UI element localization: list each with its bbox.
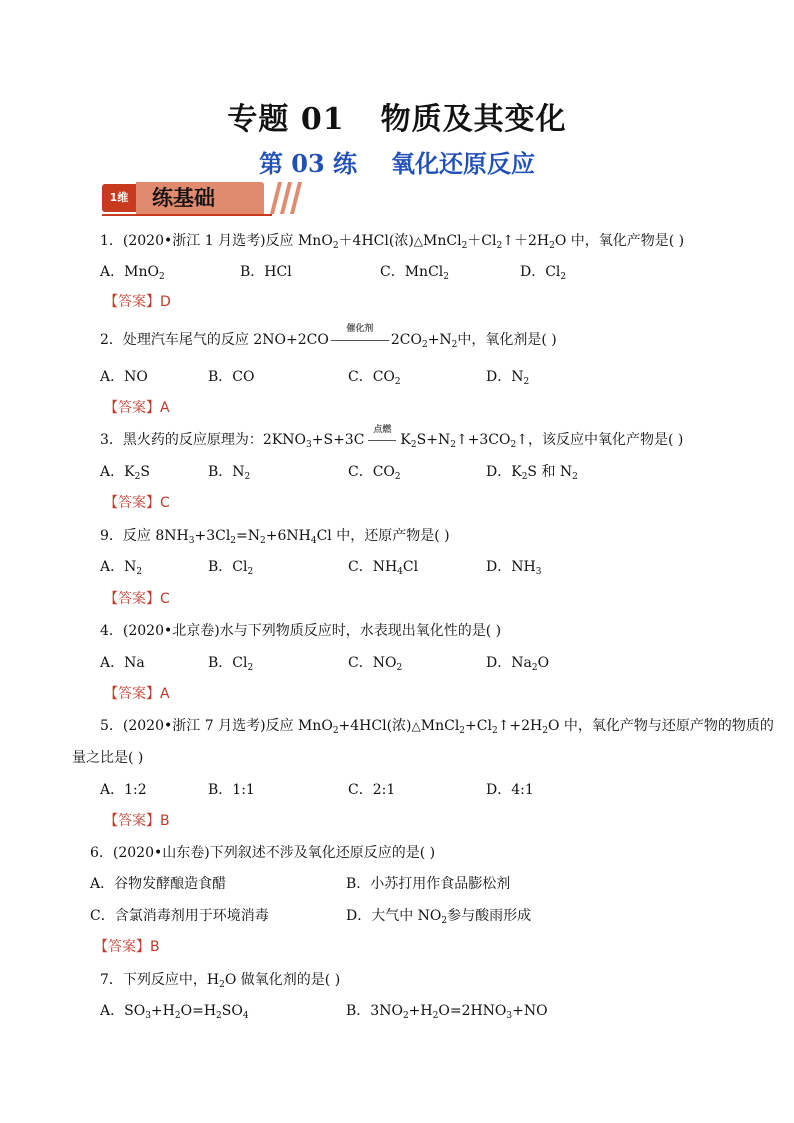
subscript: 2 <box>247 567 254 577</box>
subscript: 2 <box>247 663 254 673</box>
subscript: 4 <box>242 1011 249 1021</box>
text-fragment: 量之比是( ) <box>72 750 144 766</box>
text-fragment: D．N <box>486 369 524 385</box>
text-fragment: C．NH <box>348 559 398 575</box>
option-b <box>208 557 253 577</box>
banner-underline <box>102 214 272 216</box>
question-5 <box>100 716 774 736</box>
text-fragment: 1．(2020•浙江 1 月选考)反应 MnO <box>100 233 333 249</box>
text-fragment: 3．黑火药的反应原理为：2KNO <box>100 432 307 448</box>
option-b <box>240 262 292 282</box>
option-a <box>100 367 148 387</box>
text-fragment: ↑+3CO <box>455 432 511 448</box>
subscript: 2 <box>134 472 141 482</box>
text-fragment: Cl 中，还原产物是( ) <box>316 528 450 544</box>
page-subtitle <box>0 144 794 179</box>
text-fragment: D．K <box>486 464 522 480</box>
subscript: 2 <box>421 340 428 350</box>
subscript: 2 <box>450 440 456 450</box>
subscript: 2 <box>549 241 555 251</box>
option-d <box>486 780 534 800</box>
text-fragment: A．MnO <box>100 264 159 280</box>
subtitle-practice-name: 氧化还原反应 <box>391 149 536 178</box>
text-fragment: S+N <box>416 432 451 448</box>
option-a <box>100 780 147 800</box>
question-6 <box>90 843 435 863</box>
text-fragment: SO <box>221 1003 243 1019</box>
text-fragment: +NO <box>512 1003 548 1019</box>
text-fragment: B．小苏打用作食品膨松剂 <box>346 876 511 892</box>
option-d <box>486 653 549 673</box>
text-fragment: 6．(2020•山东卷)下列叙述不涉及氧化还原反应的是( ) <box>90 845 436 861</box>
question-3 <box>100 425 684 450</box>
subscript: 2 <box>394 377 401 387</box>
text-fragment: S 和 N <box>527 464 573 480</box>
subscript: 2 <box>443 272 449 282</box>
text-fragment: O 做氧化剂的是( ) <box>224 972 341 988</box>
text-fragment: A．Na <box>100 655 145 671</box>
text-fragment: 催化剂 <box>346 324 374 334</box>
text-fragment: 中，氧化剂是( ) <box>457 332 557 348</box>
text-fragment: 9．反应 8NH <box>100 528 189 544</box>
subscript: 2 <box>560 272 567 282</box>
text-fragment: ↑+2H <box>497 718 543 734</box>
subscript: 3 <box>306 440 312 450</box>
section-badge: 1维 <box>102 184 136 212</box>
option-a <box>100 557 142 577</box>
question-9 <box>100 526 450 546</box>
text-fragment: B．N <box>208 464 245 480</box>
option-d <box>486 367 529 387</box>
text-fragment: K <box>400 432 411 448</box>
option-c <box>348 557 418 577</box>
text-fragment: A．SO <box>100 1003 146 1019</box>
subscript: 2 <box>219 980 225 990</box>
title-topic-name: 物质及其变化 <box>380 102 567 137</box>
text-fragment: 参与酸雨形成 <box>447 908 532 924</box>
text-fragment: D．4:1 <box>486 782 534 798</box>
question-4 <box>100 621 501 641</box>
text-fragment: MnCl <box>423 233 462 249</box>
subscript: 4 <box>310 536 317 546</box>
text-fragment: O=H <box>180 1003 217 1019</box>
subscript: 2 <box>174 1011 181 1021</box>
subscript: 2 <box>510 440 517 450</box>
subscript: 2 <box>542 726 548 736</box>
text-fragment: 点燃 <box>373 425 392 435</box>
subscript: 2 <box>216 1011 222 1021</box>
subscript: 2 <box>531 663 538 673</box>
text-fragment: +S+3C <box>311 432 365 448</box>
text-fragment: +N <box>427 332 452 348</box>
subscript: 2 <box>432 1011 439 1021</box>
option-a <box>100 653 145 673</box>
question-7 <box>100 970 340 990</box>
subscript: 2 <box>523 377 530 387</box>
option-d <box>486 557 541 577</box>
text-fragment: ＋Cl <box>467 233 497 249</box>
subscript: 2 <box>496 241 503 251</box>
subscript: 2 <box>441 916 448 926</box>
text-fragment: MnCl <box>420 718 460 734</box>
text-fragment: B．HCl <box>240 264 292 280</box>
subscript: 2 <box>451 340 458 350</box>
option-b <box>208 462 250 482</box>
subscript: 2 <box>136 567 143 577</box>
option-b <box>346 1001 548 1021</box>
text-fragment: B．1:1 <box>208 782 255 798</box>
text-fragment: S <box>140 464 150 480</box>
subscript: 3 <box>188 536 195 546</box>
subscript: 2 <box>332 241 339 251</box>
text-fragment: C．NO <box>348 655 397 671</box>
text-fragment: D．Cl <box>520 264 561 280</box>
option-c <box>348 367 401 387</box>
option-a <box>90 874 226 894</box>
text-fragment: B．Cl <box>208 655 248 671</box>
subscript: 2 <box>572 472 578 482</box>
text-fragment: ↑＋2H <box>502 233 550 249</box>
text-fragment: +H <box>150 1003 175 1019</box>
option-c <box>348 653 402 673</box>
option-c <box>348 780 395 800</box>
subscript: 2 <box>491 726 498 736</box>
banner-stripes-icon <box>266 182 306 214</box>
text-fragment: 2CO <box>390 332 422 348</box>
subscript: 2 <box>332 726 339 736</box>
catalyst-arrow <box>331 324 389 350</box>
option-d <box>486 462 578 482</box>
text-fragment: 7．下列反应中，H <box>100 972 220 988</box>
text-fragment: C．含氯消毒剂用于环境消毒 <box>90 908 269 924</box>
subscript: 2 <box>410 440 417 450</box>
page-title <box>0 94 794 138</box>
text-fragment: A．N <box>100 559 137 575</box>
subscript: 2 <box>244 472 251 482</box>
text-fragment: O 中，氧化产物是( ) <box>554 233 685 249</box>
subscript: 4 <box>397 567 403 577</box>
answer-3: 【答案】C <box>104 495 170 511</box>
text-fragment: B．CO <box>208 369 255 385</box>
text-fragment: B．3NO <box>346 1003 403 1019</box>
text-fragment: A．1:2 <box>100 782 147 798</box>
text-fragment: ↑，该反应中氧化产物是( ) <box>516 432 684 448</box>
subscript: 2 <box>521 472 528 482</box>
text-fragment: 4．(2020•北京卷)水与下列物质反应时，水表现出氧化性的是( ) <box>100 623 502 639</box>
option-c <box>348 462 401 482</box>
subscript: 2 <box>158 272 165 282</box>
question-5-line-2 <box>72 748 143 768</box>
text-fragment: +4HCl(浓) <box>338 718 412 734</box>
text-fragment: Cl <box>402 559 419 575</box>
text-fragment: C．2:1 <box>348 782 396 798</box>
text-fragment: 2．处理汽车尾气的反应 2NO+2CO <box>100 332 329 348</box>
text-fragment: +H <box>408 1003 433 1019</box>
text-fragment: B．Cl <box>208 559 248 575</box>
option-b <box>208 780 255 800</box>
subscript: 2 <box>459 726 466 736</box>
question-1 <box>100 231 684 251</box>
text-fragment: C．CO <box>348 464 395 480</box>
section-label: 练基础 <box>136 182 264 214</box>
subscript: 3 <box>145 1011 151 1021</box>
option-b <box>346 874 510 894</box>
text-fragment: +6NH <box>265 528 311 544</box>
text-fragment: A．谷物发酵酿造食醋 <box>90 876 227 892</box>
subscript: 2 <box>394 472 401 482</box>
question-2 <box>100 324 557 350</box>
text-fragment: D．Na <box>486 655 532 671</box>
subscript: 2 <box>260 536 266 546</box>
text-fragment: C．CO <box>348 369 395 385</box>
option-a <box>100 462 150 482</box>
subscript: 2 <box>461 241 468 251</box>
ignite-arrow <box>368 425 396 450</box>
section-banner <box>102 180 302 214</box>
text-fragment: O=2HNO <box>438 1003 507 1019</box>
subscript: 3 <box>506 1011 513 1021</box>
heat-icon: △ <box>413 234 424 248</box>
subscript: 2 <box>402 1011 409 1021</box>
text-fragment: =N <box>236 528 261 544</box>
option-b <box>208 653 253 673</box>
text-fragment: O 中，氧化产物与还原产物的物质的 <box>548 718 774 734</box>
option-c <box>90 906 269 926</box>
text-fragment: 5．(2020•浙江 7 月选考)反应 MnO <box>100 718 333 734</box>
text-fragment: C．MnCl <box>380 264 444 280</box>
option-c <box>380 262 449 282</box>
answer-9: 【答案】C <box>104 591 170 607</box>
option-a <box>100 262 165 282</box>
heat-icon: △ <box>411 719 421 733</box>
text-fragment: ＋4HCl(浓) <box>338 233 414 249</box>
text-fragment: A．K <box>100 464 135 480</box>
option-b <box>208 367 254 387</box>
text-fragment: +Cl <box>465 718 492 734</box>
text-fragment: D．大气中 NO <box>346 908 442 924</box>
answer-5: 【答案】B <box>104 813 170 829</box>
subscript: 2 <box>396 663 403 673</box>
text-fragment: +3Cl <box>194 528 231 544</box>
option-d <box>346 906 531 926</box>
subscript: 3 <box>535 567 542 577</box>
text-fragment <box>331 340 389 341</box>
text-fragment: D．NH <box>486 559 536 575</box>
option-a <box>100 1001 249 1021</box>
text-fragment: A．NO <box>100 369 148 385</box>
title-topic-number: 专题 01 <box>227 102 345 137</box>
answer-6: 【答案】B <box>94 939 160 955</box>
answer-4: 【答案】A <box>104 686 170 702</box>
answer-2: 【答案】A <box>104 400 170 416</box>
subscript: 2 <box>230 536 237 546</box>
option-d <box>520 262 566 282</box>
subtitle-practice-number: 第 03 练 <box>258 149 358 178</box>
text-fragment: O <box>537 655 550 671</box>
answer-1: 【答案】D <box>104 294 171 310</box>
